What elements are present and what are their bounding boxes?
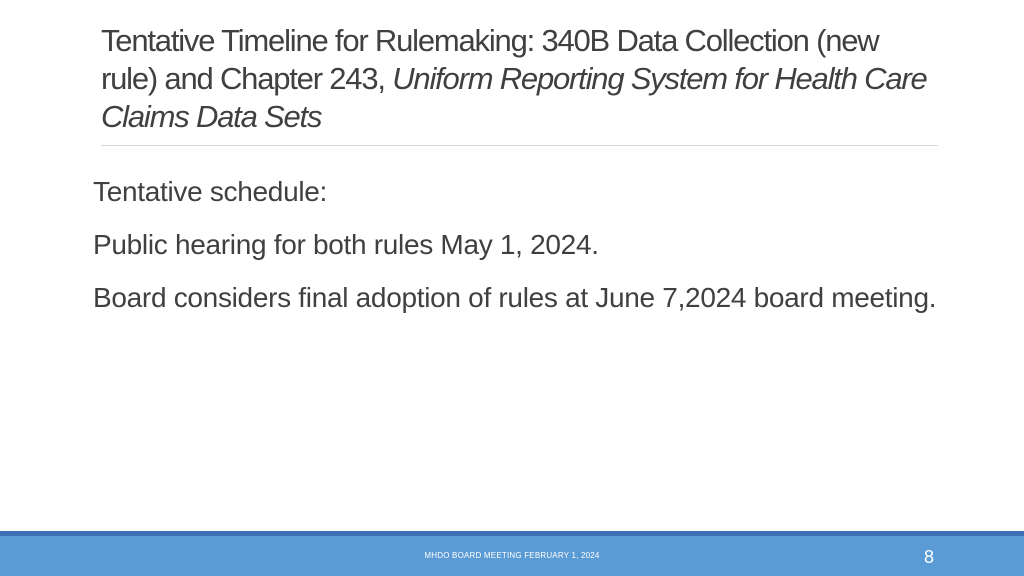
footer-label: MHDO BOARD MEETING FEBRUARY 1, 2024: [424, 551, 600, 560]
footer-text: [0, 551, 1024, 560]
body-line-schedule: Tentative schedule:: [93, 176, 328, 207]
body-line-public-hearing: Public hearing for both rules May 1, 2024.: [93, 229, 599, 260]
slide-title-italic: Uniform Reporting System for Health Care Claims Data Sets: [101, 61, 927, 134]
slide-title-regular: Tentative Timeline for Rulemaking: 340B Data Collection (new rule) and Chapter 243,: [101, 23, 879, 96]
slide-title: [101, 22, 937, 136]
page-number: 8: [923, 547, 934, 567]
body-line-final-adoption: Board considers final adoption of rules at June 7,2024 board meeting.: [93, 282, 937, 313]
title-divider: [101, 145, 938, 146]
slide-body: [93, 172, 953, 331]
